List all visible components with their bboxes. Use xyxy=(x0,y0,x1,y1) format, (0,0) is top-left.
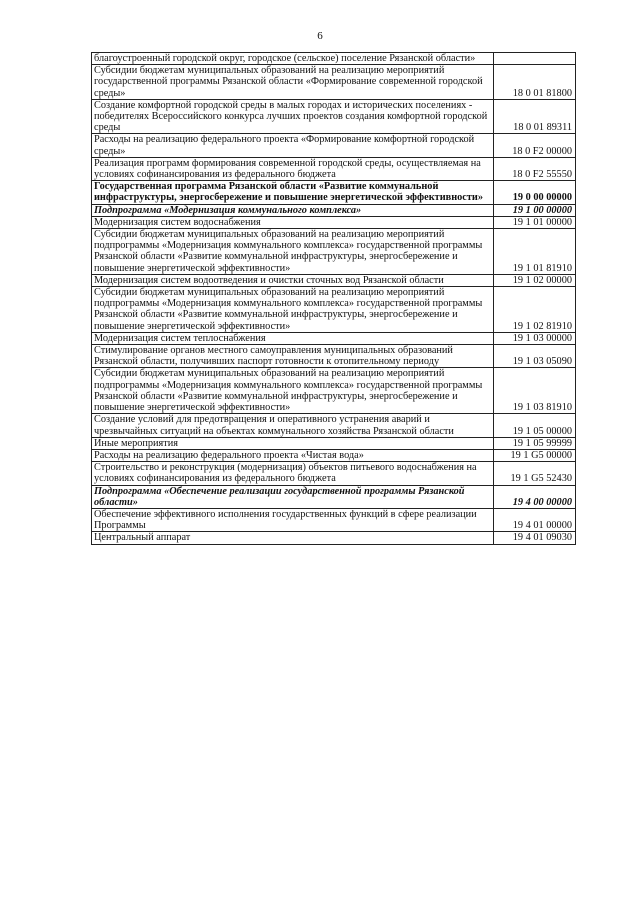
row-code-cell: 19 1 01 00000 xyxy=(494,216,576,228)
row-name-cell: Строительство и реконструкция (модернизация) объектов питьевого водоснабжения на условиях софинансирования из федерального бюджета xyxy=(92,462,494,485)
row-name-cell: Центральный аппарат xyxy=(92,532,494,544)
table-row xyxy=(92,65,576,100)
row-code-cell: 19 1 02 81910 xyxy=(494,287,576,333)
row-name-cell: Субсидии бюджетам муниципальных образований на реализацию мероприятий государственной программы Рязанской области «Формирование современной городской среды» xyxy=(92,65,494,100)
row-code-cell: 19 1 01 81910 xyxy=(494,229,576,275)
table-row xyxy=(92,99,576,134)
row-name-cell: Модернизация систем водоотведения и очистки сточных вод Рязанской области xyxy=(92,274,494,286)
row-code-cell: 18 0 01 89311 xyxy=(494,99,576,134)
row-code-cell: 19 1 03 81910 xyxy=(494,368,576,414)
row-name-cell: Субсидии бюджетам муниципальных образований на реализацию мероприятий подпрограммы «Модернизация коммунального комплекса» государственной программы Рязанской области «Развитие коммунальной инфраструктуры, энергосбережение и повышение энергетической эффективности» xyxy=(92,229,494,275)
row-code-cell: 19 1 03 05090 xyxy=(494,345,576,368)
row-name-cell: Стимулирование органов местного самоуправления муниципальных образований Рязанской области, получивших паспорт готовности к отопительному периоду xyxy=(92,345,494,368)
table-row xyxy=(92,134,576,157)
row-name-cell: Обеспечение эффективного исполнения государственных функций в сфере реализации Программы xyxy=(92,508,494,531)
row-name-cell: Государственная программа Рязанской области «Развитие коммунальной инфраструктуры, энергосбережение и повышение энергетической эффективности» xyxy=(92,181,494,204)
row-name-cell: Субсидии бюджетам муниципальных образований на реализацию мероприятий подпрограммы «Модернизация коммунального комплекса» государственной программы Рязанской области «Развитие коммунальной инфраструктуры, энергосбережение и повышение энергетической эффективности» xyxy=(92,287,494,333)
row-name-cell: Модернизация систем водоснабжения xyxy=(92,216,494,228)
table-row xyxy=(92,532,576,544)
table-row xyxy=(92,229,576,275)
table-row xyxy=(92,53,576,65)
table-row xyxy=(92,274,576,286)
table-row xyxy=(92,345,576,368)
row-code-cell: 19 1 02 00000 xyxy=(494,274,576,286)
row-code-cell: 18 0 01 81800 xyxy=(494,65,576,100)
row-name-cell: Создание комфортной городской среды в малых городах и исторических поселениях - победителях Всероссийского конкурса лучших проектов создания комфортной городской среды xyxy=(92,99,494,134)
table-row xyxy=(92,287,576,333)
budget-classification-table xyxy=(91,52,576,545)
row-code-cell: 18 0 F2 00000 xyxy=(494,134,576,157)
row-code-cell: 19 4 01 09030 xyxy=(494,532,576,544)
row-name-cell: Субсидии бюджетам муниципальных образований на реализацию мероприятий подпрограммы «Модернизация коммунального комплекса» государственной программы Рязанской области «Развитие коммунальной инфраструктуры, энергосбережение и повышение энергетической эффективности» xyxy=(92,368,494,414)
row-code-cell: 19 1 05 00000 xyxy=(494,414,576,437)
table-row xyxy=(92,437,576,449)
row-code-cell: 19 4 00 00000 xyxy=(494,485,576,508)
table-row xyxy=(92,508,576,531)
table-row xyxy=(92,204,576,216)
table-row xyxy=(92,181,576,204)
table-row xyxy=(92,332,576,344)
row-code-cell: 19 1 00 00000 xyxy=(494,204,576,216)
row-name-cell: Подпрограмма «Обеспечение реализации государственной программы Рязанской области» xyxy=(92,485,494,508)
table-row xyxy=(92,368,576,414)
page-number: 6 xyxy=(317,30,323,42)
row-code-cell: 19 1 G5 52430 xyxy=(494,462,576,485)
row-code-cell: 19 0 00 00000 xyxy=(494,181,576,204)
row-name-cell: Создание условий для предотвращения и оперативного устранения аварий и чрезвычайных ситуаций на объектах коммунального хозяйства Рязанской области xyxy=(92,414,494,437)
table-row xyxy=(92,449,576,461)
row-name-cell: Модернизация систем теплоснабжения xyxy=(92,332,494,344)
table-row xyxy=(92,462,576,485)
row-code-cell xyxy=(494,53,576,65)
row-name-cell: Подпрограмма «Модернизация коммунального комплекса» xyxy=(92,204,494,216)
row-name-cell: Расходы на реализацию федерального проекта «Формирование комфортной городской среды» xyxy=(92,134,494,157)
row-code-cell: 19 1 05 99999 xyxy=(494,437,576,449)
table-row xyxy=(92,216,576,228)
row-name-cell: Иные мероприятия xyxy=(92,437,494,449)
row-code-cell: 19 1 03 00000 xyxy=(494,332,576,344)
row-code-cell: 19 1 G5 00000 xyxy=(494,449,576,461)
table-row xyxy=(92,414,576,437)
table-row xyxy=(92,485,576,508)
row-name-cell: благоустроенный городской округ, городское (сельское) поселение Рязанской области» xyxy=(92,53,494,65)
row-code-cell: 18 0 F2 55550 xyxy=(494,157,576,180)
row-code-cell: 19 4 01 00000 xyxy=(494,508,576,531)
row-name-cell: Расходы на реализацию федерального проекта «Чистая вода» xyxy=(92,449,494,461)
row-name-cell: Реализация программ формирования современной городской среды, осуществляемая на условиях софинансирования из федерального бюджета xyxy=(92,157,494,180)
table-row xyxy=(92,157,576,180)
